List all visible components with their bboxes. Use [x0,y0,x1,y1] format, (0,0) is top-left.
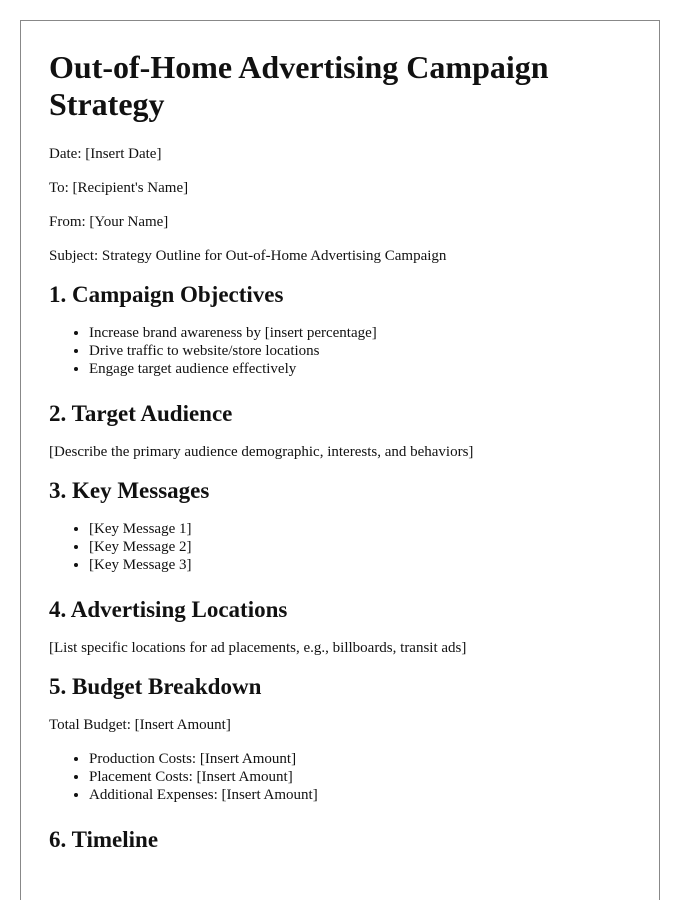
list-item: • [Key Message 2] [89,538,631,556]
document-content [21,21,659,854]
locations-heading: 4. Advertising Locations [49,597,288,622]
list-item: • Increase brand awareness by [insert percentage] [89,324,631,342]
list-item: • Engage target audience effectively [89,360,631,378]
list-item: • [Key Message 1] [89,520,631,538]
objectives-heading: 1. Campaign Objectives [49,282,284,307]
list-item: • Drive traffic to website/store locations [89,342,631,360]
list-item: • [Key Message 3] [89,556,631,574]
budget-heading: 5. Budget Breakdown [49,674,262,699]
document-title: Out-of-Home Advertising Campaign Strategy [49,49,549,122]
list-item: • Production Costs: [Insert Amount] [89,750,631,768]
locations-text: [List specific locations for ad placements, e.g., billboards, transit ads] [49,640,467,656]
objectives-list [49,324,631,378]
messages-heading: 3. Key Messages [49,478,210,503]
from-line: From: [Your Name] [49,214,169,230]
budget-list [49,750,631,804]
list-item: • Additional Expenses: [Insert Amount] [89,786,631,804]
timeline-heading: 6. Timeline [49,827,159,852]
budget-total: Total Budget: [Insert Amount] [49,717,231,733]
audience-text: [Describe the primary audience demographic, interests, and behaviors] [49,444,474,460]
subject-line: Subject: Strategy Outline for Out-of-Home Advertising Campaign [49,248,447,264]
to-line: To: [Recipient's Name] [49,180,189,196]
messages-list [49,520,631,574]
document-page [20,20,660,900]
list-item: • Placement Costs: [Insert Amount] [89,768,631,786]
date-line: Date: [Insert Date] [49,146,162,162]
audience-heading: 2. Target Audience [49,401,233,426]
